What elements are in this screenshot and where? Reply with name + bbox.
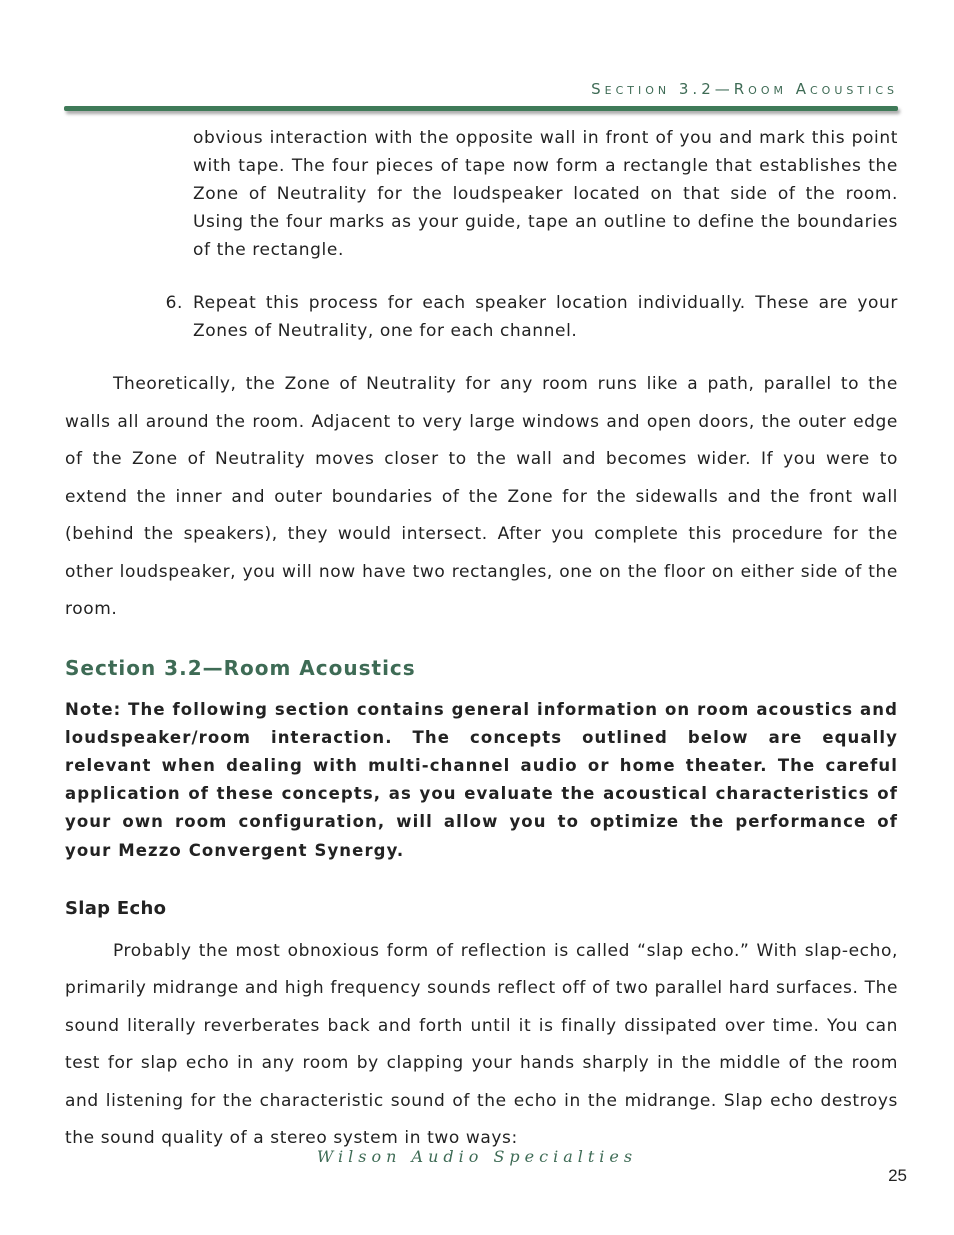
list-item-continuation: obvious interaction with the opposite wall in front of you and mark this point with tape. The four pieces of tape now form a rectangle that establishes the Zone of Neutrality for the loudspeaker located on that side of the room. Using the four marks as your guide, tape an outline to define the boundaries of the rectangle. [193, 128, 898, 260]
running-head: Section 3.2—Room Acoustics [591, 80, 898, 98]
body-paragraph: Probably the most obnoxious form of reflection is called “slap echo.” With slap-echo, primarily midrange and high frequency sounds reflect off of two parallel hard surfaces. The sound literally reverberates back and forth until it is finally dissipated over time. You can test for slap echo in any room by clapping your hands sharply in the middle of the room and listening for the characteristic sound of the echo in the midrange. Slap echo destroys the sound quality of a stereo system in two ways: [65, 940, 898, 1149]
header-rule [64, 106, 898, 111]
subheading: Slap Echo [65, 897, 167, 919]
body-paragraph: Theoretically, the Zone of Neutrality for any room runs like a path, parallel to the walls all around the room. Adjacent to very large windows and open doors, the outer edge of the Zone of Neutrality moves closer to the wall and becomes wider. If you were to extend the inner and outer boundaries of the Zone for the sidewalls and the front wall (behind the speakers), they would intersect. After you complete this procedure for the other loudspeaker, you will now have two rectangles, one on the floor on either side of the room. [65, 374, 898, 619]
list-item-text: Repeat this process for each speaker location individually. These are your Zones of Neutrality, one for each channel. [193, 293, 898, 341]
footer-company: Wilson Audio Specialties [316, 1147, 638, 1166]
section-heading: Section 3.2—Room Acoustics [65, 655, 416, 680]
page-content [65, 124, 898, 1158]
list-item-6 [65, 289, 898, 345]
note-paragraph: Note: The following section contains general information on room acoustics and loudspeaker/room interaction. The concepts outlined below are equally relevant when dealing with multi-channel audio or home theater. The careful application of these concepts, as you evaluate the acoustical characteristics of your own room configuration, will allow you to optimize the performance of your Mezzo Convergent Synergy. [65, 699, 899, 860]
page-number: 25 [888, 1166, 907, 1185]
list-item-number: 6. [165, 293, 183, 313]
